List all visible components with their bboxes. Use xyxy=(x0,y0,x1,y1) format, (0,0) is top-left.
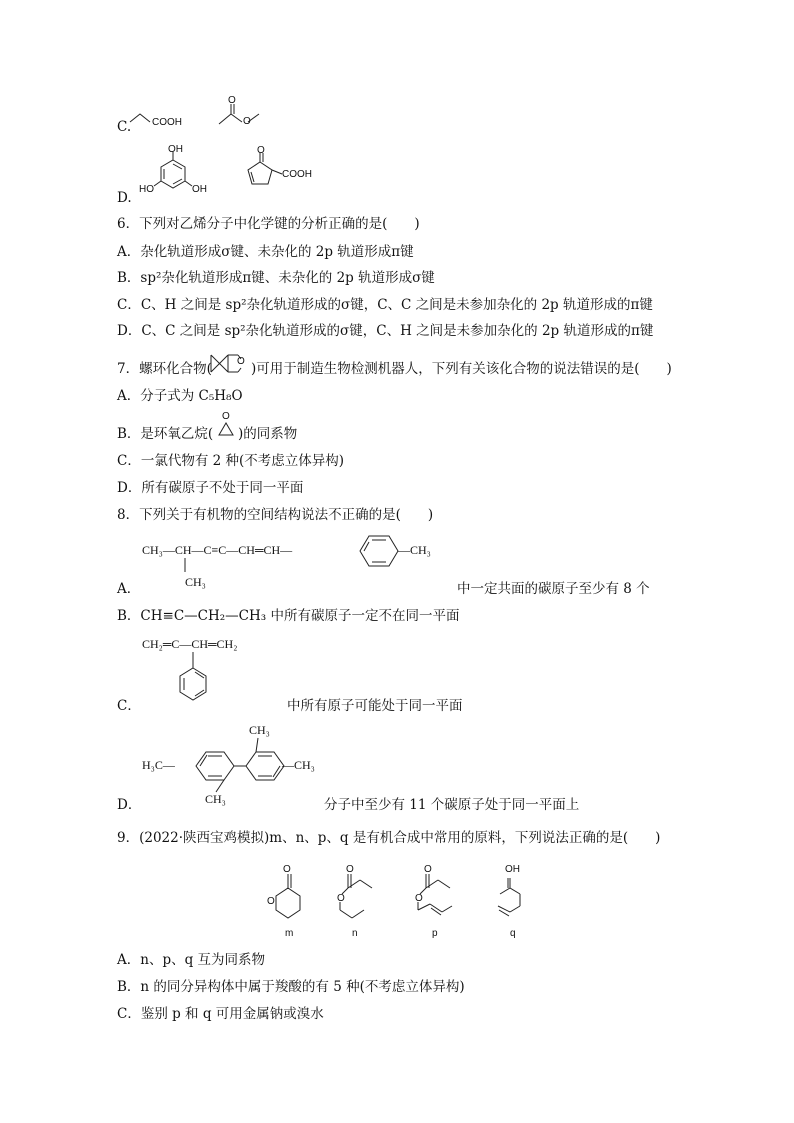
q5-d-cooh: COOH xyxy=(282,169,312,180)
q8-option-a-text: 中一定共面的碳原子至少有 8 个 xyxy=(457,581,650,597)
q8-option-d-label: D． xyxy=(117,797,142,813)
q9-q-acid-structure xyxy=(490,870,540,930)
q6-option-a: A．杂化轨道形成σ键、未杂化的 2p 轨道形成π键 xyxy=(117,244,414,260)
q7-option-b-suffix: )的同系物 xyxy=(238,426,298,442)
q8-d-ch3-bottom: CH₃ xyxy=(205,792,226,806)
q9-m-carbonyl-o: O xyxy=(283,864,291,875)
q7-stem-prefix: 7．螺环化合物( xyxy=(117,361,212,377)
q9-n-carbonyl-o: O xyxy=(346,864,354,875)
q7-stem-suffix: )可用于制造生物检测机器人，下列有关该化合物的说法错误的是( ) xyxy=(251,361,672,377)
q8-option-b: B．CH≡C—CH₂—CH₃ 中所有碳原子一定不在同一平面 xyxy=(117,608,460,624)
q9-n-ether-o: O xyxy=(337,893,345,904)
q8-d-ch3-right: —CH₃ xyxy=(282,758,315,772)
q5-c-ester-carbonyl-o: O xyxy=(228,95,236,106)
q8-option-a-label: A． xyxy=(117,581,141,597)
q8-a-ch3-end: —CH₃ xyxy=(398,543,431,557)
q9-option-a: A．n、p、q 互为同系物 xyxy=(117,952,266,968)
q7-option-d: D．所有碳原子不处于同一平面 xyxy=(117,480,304,496)
q6-option-c: C．C、H 之间是 sp²杂化轨道形成的σ键，C、C 之间是未参加杂化的 2p 轨道形成的π键 xyxy=(117,297,653,313)
q6-option-d: D．C、C 之间是 sp²杂化轨道形成的σ键，C、H 之间是未参加杂化的 2p 轨道形成的π键 xyxy=(117,323,654,339)
q8-stem: 8．下列关于有机物的空间结构说法不正确的是( ) xyxy=(117,507,434,523)
q5-option-c-label: C. xyxy=(117,119,132,135)
q7-option-c: C．一氯代物有 2 种(不考虑立体异构) xyxy=(117,453,345,469)
q7-epoxide-o: O xyxy=(222,411,230,422)
q9-label-q: q xyxy=(510,928,516,939)
q9-label-n: n xyxy=(352,928,358,939)
q5-c-methyl-acetate-skeleton xyxy=(217,100,262,130)
q8-d-ch3-top: CH₃ xyxy=(249,723,270,737)
q5-c-cooh-label: COOH xyxy=(152,117,182,128)
q9-p-ether-o: O xyxy=(415,893,423,904)
q9-label-p: p xyxy=(432,928,438,939)
q8-option-d-text: 分子中至少有 11 个碳原子处于同一平面上 xyxy=(324,797,580,813)
q8-a-branch-bond xyxy=(180,558,190,574)
q7-option-a: A．分子式为 C₅H₈O xyxy=(117,388,243,404)
q7-option-b-prefix: B．是环氧乙烷( xyxy=(117,426,214,442)
q5-d-oh-top: OH xyxy=(168,144,183,155)
q8-c-formula: CH₂═C—CH═CH₂ xyxy=(142,637,238,651)
q8-c-phenyl-ring xyxy=(176,650,212,710)
q9-q-oh: OH xyxy=(505,864,520,875)
q9-label-m: m xyxy=(285,928,294,939)
q5-d-oh-right: OH xyxy=(192,184,207,195)
q6-option-b: B．sp²杂化轨道形成π键、未杂化的 2p 轨道形成σ键 xyxy=(117,270,435,286)
q8-d-h3c-left: H₃C— xyxy=(142,758,175,772)
q9-option-b: B．n 的同分异构体中属于羧酸的有 5 种(不考虑立体异构) xyxy=(117,979,465,995)
q9-stem: 9．(2022·陕西宝鸡模拟)m、n、p、q 是有机合成中常用的原料，下列说法正确的是( ) xyxy=(117,830,661,846)
q7-spiro-o: O xyxy=(237,356,245,367)
q8-option-c-label: C． xyxy=(117,698,141,714)
q8-a-branch-ch3: CH₃ xyxy=(185,575,206,589)
q8-a-formula: CH₃—CH—C≡C—CH═CH— xyxy=(142,543,293,557)
q9-m-ring-o: O xyxy=(267,896,275,907)
q9-option-c: C．鉴别 p 和 q 可用金属钠或溴水 xyxy=(117,1006,324,1022)
q9-p-carbonyl-o: O xyxy=(424,864,432,875)
q5-d-ho-left: HO xyxy=(139,184,154,195)
q5-d-ketone-o: O xyxy=(257,145,265,156)
q5-option-d-label: D. xyxy=(117,190,132,206)
q8-option-c-text: 中所有原子可能处于同一平面 xyxy=(287,698,463,714)
q7-epoxide-structure xyxy=(216,420,236,440)
q6-stem: 6．下列对乙烯分子中化学键的分析正确的是( ) xyxy=(117,216,420,232)
q7-spiro-compound-structure xyxy=(208,352,252,376)
q5-c-ester-ether-o: O xyxy=(243,116,251,127)
